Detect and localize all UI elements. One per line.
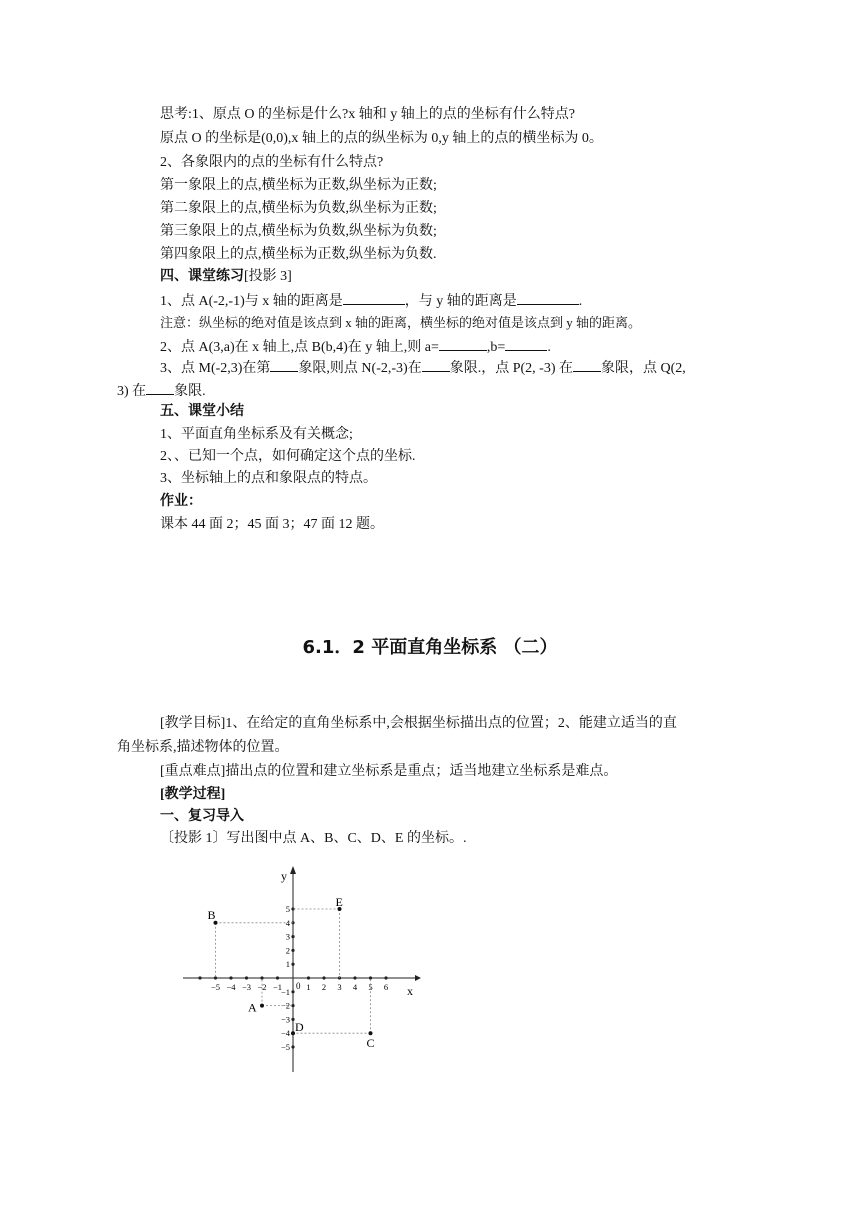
x-tick-label: −1 [272, 982, 283, 992]
note-text: 注意：纵坐标的绝对值是该点到 x 轴的距离，横坐标的绝对值是该点到 y 轴的距离。 [160, 315, 642, 330]
exercise-1-blank-1 [343, 290, 405, 305]
summary-item-2: 2、、已知一个点，如何确定这个点的坐标. [160, 449, 416, 464]
think-question-2: 2、各象限内的点的坐标有什么特点? [160, 155, 384, 170]
x-tick-dot [307, 976, 310, 979]
y-tick-label: 5 [285, 904, 290, 914]
exercise-3-part-c: 象限.，点 P(2, -3) 在 [449, 361, 573, 376]
practice-title-text: 四、课堂练习 [160, 269, 244, 284]
exercise-1-part-a: 1、点 A(-2,-1)与 x 轴的距离是 [160, 294, 343, 309]
y-tick-label: −1 [280, 986, 290, 997]
x-tick-label: 3 [337, 982, 342, 992]
y-axis-arrow [290, 866, 296, 874]
key-points-label: [重点难点] [160, 764, 226, 779]
projection-text: 〔投影 1〕写出图中点 A、B、C、D、E 的坐标。. [160, 831, 467, 846]
exercise-1-end: . [578, 294, 583, 309]
key-points [160, 762, 617, 782]
x-tick-dot [322, 976, 325, 979]
x-tick-dot [384, 976, 387, 979]
process-label: [教学过程] [160, 787, 226, 802]
point-label-a: A [248, 1000, 257, 1015]
y-axis-label: y [281, 869, 287, 883]
y-tick-label: 4 [285, 917, 290, 928]
x-tick-label: −5 [210, 982, 221, 992]
x-tick-dot [276, 976, 279, 979]
y-tick-label: −2 [280, 1000, 290, 1011]
quadrant-4-line: 第四象限上的点,横坐标为正数,纵坐标为负数. [160, 247, 437, 262]
y-tick-label: −5 [280, 1042, 290, 1052]
exercise-2-blank-1 [439, 336, 487, 351]
x-tick-label: 2 [321, 982, 327, 992]
y-tick-label: 1 [285, 959, 290, 970]
review-title: 一、复习导入 [160, 809, 244, 824]
exercise-3-part-e: 3) 在 [117, 384, 147, 399]
coordinate-figure [175, 860, 435, 1085]
point-label-b: B [207, 907, 216, 922]
y-tick-label: −4 [280, 1028, 290, 1039]
y-tick-label: 2 [285, 945, 290, 956]
x-tick-label: −4 [226, 982, 236, 992]
y-tick-dot [291, 990, 294, 993]
x-axis-label: x [407, 984, 413, 998]
exercise-3-blank-1 [270, 357, 298, 372]
practice-title-suffix: [投影 3] [244, 269, 292, 284]
exercise-3-blank-4 [146, 380, 174, 395]
x-tick-label: −3 [241, 982, 252, 992]
x-tick-dot [229, 976, 232, 979]
exercise-2-end: . [547, 340, 551, 355]
teaching-goal-cont: 角坐标系,描述物体的位置。 [117, 740, 289, 755]
x-tick-label: 5 [368, 982, 373, 992]
homework-text: 课本 44 面 2；45 面 3；47 面 12 题。 [160, 517, 384, 532]
exercise-1-blank-2 [517, 290, 579, 305]
exercise-2-blank-2 [505, 336, 547, 351]
exercise-3-blank-2 [422, 357, 450, 372]
exercise-3-cont [117, 380, 206, 402]
teaching-goal [160, 714, 677, 734]
exercise-2-part-b: ,b= [486, 340, 506, 355]
point-label-e: E [335, 895, 343, 909]
summary-item-1: 1、平面直角坐标系及有关概念; [160, 427, 353, 442]
section-heading: 6.1．2 平面直角坐标系 （二） [302, 637, 558, 658]
x-tick-label: 4 [352, 982, 358, 992]
exercise-3 [160, 357, 686, 379]
exercise-2 [160, 336, 551, 358]
y-tick-dot [291, 949, 294, 952]
y-tick-dot [291, 1045, 294, 1048]
key-points-text: 描出点的位置和建立坐标系是重点；适当地建立坐标系是难点。 [225, 764, 618, 779]
y-tick-label: 3 [285, 931, 290, 942]
quadrant-3-line: 第三象限上的点,横坐标为负数,纵坐标为负数; [160, 224, 437, 239]
think-answer-1: 原点 O 的坐标是(0,0),x 轴上的点的纵坐标为 0,y 轴上的点的横坐标为 0。 [160, 131, 603, 146]
quadrant-1-line: 第一象限上的点,横坐标为正数,纵坐标为正数; [160, 178, 437, 193]
point-label-c: C [366, 1036, 375, 1051]
practice-title [160, 267, 292, 287]
x-tick-dot [353, 976, 356, 979]
y-tick-label: −3 [280, 1014, 290, 1025]
x-axis-arrow [415, 975, 421, 981]
exercise-3-part-f: 象限. [174, 384, 206, 399]
summary-item-3: 3、坐标轴上的点和象限点的特点。 [160, 471, 377, 486]
exercise-2-part-a: 2、点 A(3,a)在 x 轴上,点 B(b,4)在 y 轴上,则 a= [160, 340, 439, 355]
exercise-1 [160, 290, 582, 312]
x-tick-dot [245, 976, 248, 979]
teaching-goal-text: 1、在给定的直角坐标系中,会根据坐标描出点的位置；2、能建立适当的直 [225, 716, 677, 731]
exercise-3-part-a: 3、点 M(-2,3)在第 [160, 361, 271, 376]
x-tick-label: 6 [383, 982, 389, 992]
point-c [369, 1031, 373, 1035]
exercise-3-part-d: 象限，点 Q(2, [600, 361, 686, 376]
quadrant-2-line: 第二象限上的点,横坐标为负数,纵坐标为正数; [160, 201, 437, 216]
point-a [260, 1004, 264, 1008]
teaching-goal-label: [教学目标] [160, 716, 226, 731]
exercise-3-part-b: 象限,则点 N(-2,-3)在 [298, 361, 422, 376]
point-label-d: D [295, 1020, 304, 1035]
x-tick-label: 1 [306, 982, 311, 992]
origin-label: 0 [296, 981, 301, 991]
think-question-1: 思考:1、原点 O 的坐标是什么?x 轴和 y 轴上的点的坐标有什么特点? [160, 107, 575, 122]
y-tick-dot [291, 963, 294, 966]
y-tick-dot [291, 935, 294, 938]
exercise-3-blank-3 [573, 357, 601, 372]
x-tick-label: −2 [257, 982, 267, 992]
x-tick-dot [198, 976, 201, 979]
summary-title: 五、课堂小结 [160, 404, 244, 419]
exercise-1-part-b: ，与 y 轴的距离是 [404, 294, 517, 309]
homework-title: 作业： [160, 494, 202, 509]
